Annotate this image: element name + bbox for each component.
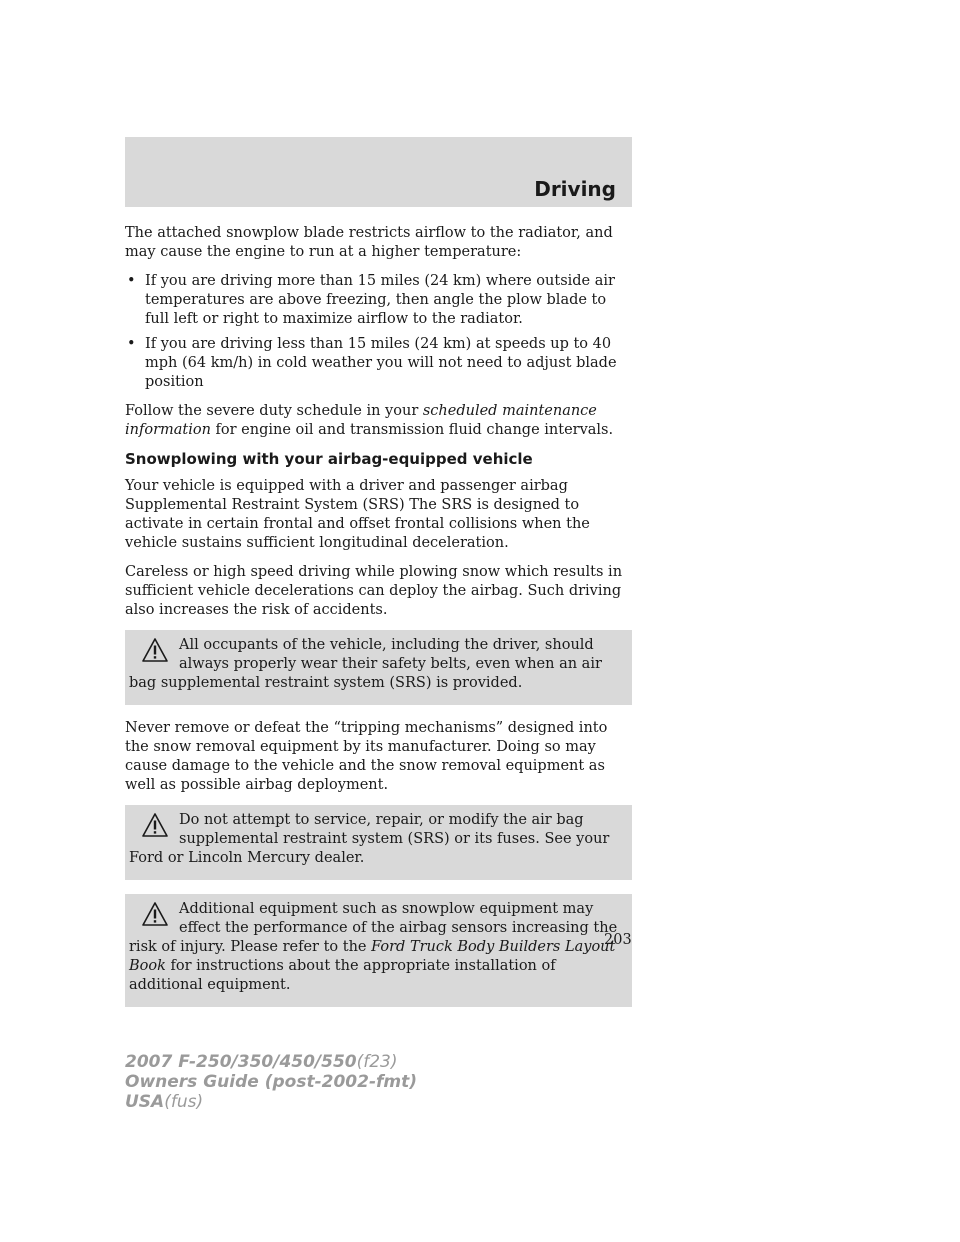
bullet-list [125,272,632,392]
careless-paragraph: Careless or high speed driving while plowing snow which results in sufficient vehicle decelerations can deploy the airbag. Such driving also increases the risk of accidents. [125,564,623,618]
warning-text: Do not attempt to service, repair, or modify the air bag supplemental restraint system (SRS) or its fuses. See your Ford or Lincoln Mercury dealer. [129,812,610,866]
section-header [125,137,632,207]
footer-line-model [125,1052,417,1072]
builders-book-reference: Ford Truck Body Builders Layout Book [129,939,616,974]
warning-text-pre: Additional equipment such as snowplow equipment may effect the performance of the airbag sensors increasing the risk of injury. Please refer to the [129,901,618,955]
footer-model: 2007 F-250/350/450/550 [125,1052,357,1072]
warning-triangle-icon [141,637,169,663]
tripping-paragraph: Never remove or defeat the “tripping mechanisms” designed into the snow removal equipment by its manufacturer. Doing so may cause damage to the vehicle and the snow removal equipment as well as possible airbag deployment. [125,720,608,793]
document-footer [125,1052,417,1112]
bullet-item: • If you are driving less than 15 miles (24 km) at speeds up to 40 mph (64 km/h) in cold weather you will not need to adjust blade position [125,335,632,392]
warning-triangle-icon [141,812,169,838]
page-number: 203 [604,932,632,948]
footer-line-market [125,1092,417,1112]
intro-paragraph: The attached snowplow blade restricts airflow to the radiator, and may cause the engine to run at a higher temperature: [125,225,613,260]
warning-box [125,630,632,705]
bullet-item: • If you are driving more than 15 miles (24 km) where outside air temperatures are above freezing, then angle the plow blade to full left or right to maximize airflow to the radiator. [125,272,632,329]
warning-text: All occupants of the vehicle, including the driver, should always properly wear their safety belts, even when an air bag supplemental restraint system (SRS) is provided. [129,637,602,691]
maintenance-reference: scheduled maintenance information [125,403,597,438]
footer-market: USA [125,1092,165,1112]
footer-market-code: (fus) [164,1092,204,1112]
warning-text [129,901,617,993]
footer-model-code: (f23) [356,1052,398,1072]
maintenance-paragraph [125,402,632,440]
maintenance-text-pre: Follow the severe duty schedule in your [125,403,423,419]
srs-paragraph: Your vehicle is equipped with a driver and passenger airbag Supplemental Restraint System (SRS) The SRS is designed to activate in certain frontal and offset frontal collisions when the vehicle sustains sufficient longitudinal deceleration. [125,478,590,551]
warning-triangle-icon [141,901,169,927]
maintenance-text-post: for engine oil and transmission fluid change intervals. [210,422,614,438]
footer-line-guide: Owners Guide (post-2002-fmt) [125,1072,418,1092]
section-title: Driving [534,177,616,201]
warning-text-post: for instructions about the appropriate installation of additional equipment. [129,958,556,993]
subheading: Snowplowing with your airbag-equipped vehicle [125,450,533,468]
warning-box [125,805,632,880]
page-content [125,224,632,1021]
warning-box [125,894,632,1007]
